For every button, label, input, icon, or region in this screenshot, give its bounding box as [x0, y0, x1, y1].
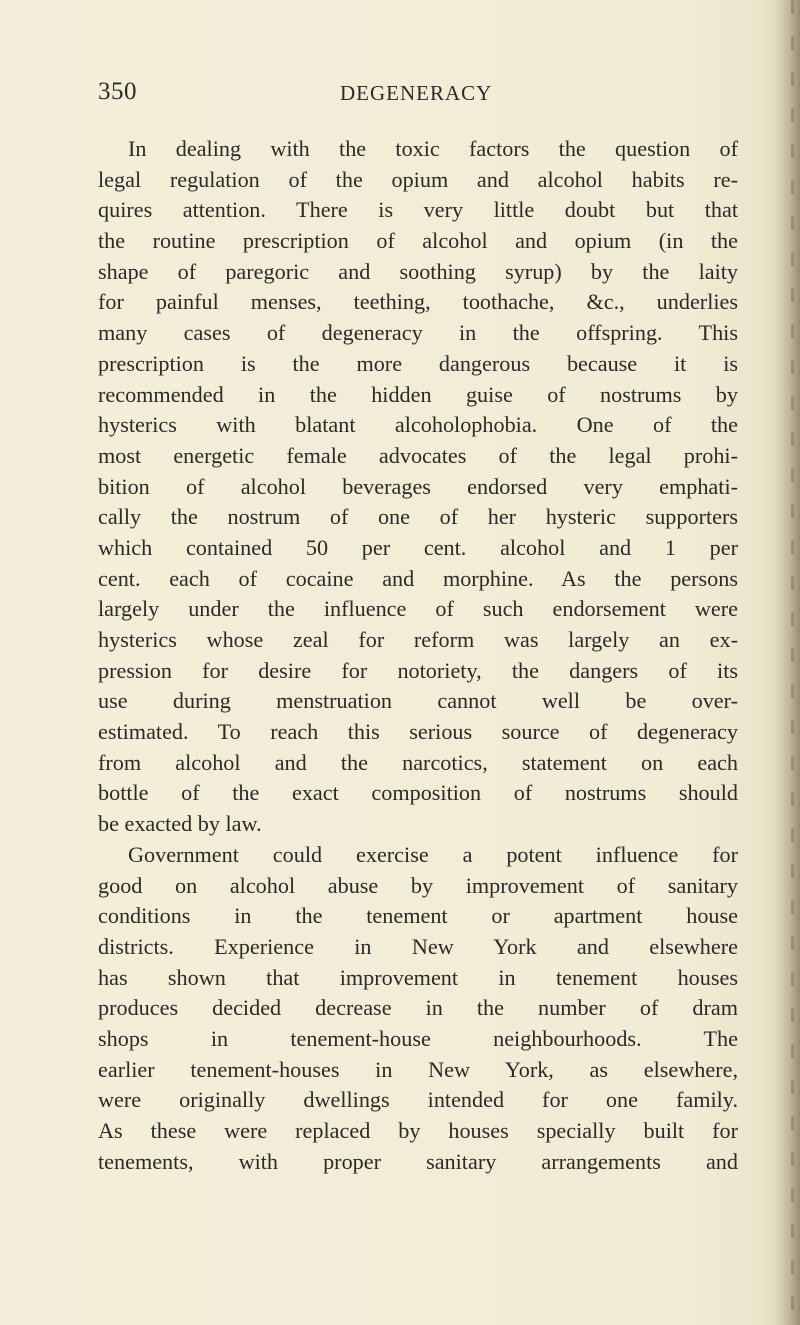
text-line: from alcohol and the narcotics, statement on each — [98, 749, 738, 775]
text-line: use during menstruation cannot well be over- — [98, 688, 738, 714]
page-edge-stripe — [791, 0, 794, 1325]
text-line: cally the nostrum of one of her hysteric supporters — [98, 504, 738, 530]
text-line: legal regulation of the opium and alcohol habits re- — [98, 166, 738, 192]
text-line: be exacted by law. — [98, 811, 262, 837]
text-line: largely under the influence of such endorsement were — [98, 596, 738, 622]
text-line: shops in tenement-house neighbourhoods. The — [98, 1025, 738, 1051]
text-line: tenements, with proper sanitary arrangements and — [98, 1148, 738, 1174]
text-line: the routine prescription of alcohol and opium (in the — [98, 228, 738, 254]
body-text — [98, 134, 738, 1177]
text-line: As these were replaced by houses specially built for — [98, 1118, 738, 1143]
text-line: bition of alcohol beverages endorsed very emphati- — [98, 473, 738, 499]
page-number: 350 — [98, 78, 137, 105]
text-line: for painful menses, teething, toothache, &c., underlies — [98, 289, 738, 315]
text-line: good on alcohol abuse by improvement of sanitary — [98, 872, 738, 898]
text-line: which contained 50 per cent. alcohol and 1 per — [98, 534, 738, 560]
text-line: shape of paregoric and soothing syrup) by the laity — [98, 258, 738, 284]
text-line: districts. Experience in New York and elsewhere — [98, 933, 738, 959]
text-line: were originally dwellings intended for one family. — [98, 1087, 738, 1113]
page-header — [98, 78, 738, 114]
text-line: quires attention. There is very little doubt but that — [98, 197, 738, 223]
text-line: In dealing with the toxic factors the question of — [128, 136, 738, 161]
text-line: has shown that improvement in tenement houses — [98, 964, 738, 990]
text-line: estimated. To reach this serious source of degeneracy — [98, 719, 738, 745]
page-edge-shadow — [774, 0, 800, 1325]
text-line: hysterics whose zeal for reform was largely an ex- — [98, 627, 738, 652]
text-line: many cases of degeneracy in the offspring. This — [98, 320, 738, 346]
text-line: prescription is the more dangerous because it is — [98, 350, 738, 376]
text-line: conditions in the tenement or apartment house — [98, 903, 738, 929]
text-line: most energetic female advocates of the legal prohi- — [98, 442, 738, 468]
text-line: bottle of the exact composition of nostrums should — [98, 780, 738, 806]
text-line: Government could exercise a potent influence for — [128, 841, 738, 867]
text-line: earlier tenement-houses in New York, as elsewhere, — [98, 1056, 738, 1082]
text-line: produces decided decrease in the number of dram — [98, 995, 738, 1021]
text-line: hysterics with blatant alcoholophobia. One of the — [98, 412, 738, 438]
text-line: cent. each of cocaine and morphine. As the persons — [98, 565, 738, 591]
running-head: DEGENERACY — [340, 81, 493, 105]
text-line: recommended in the hidden guise of nostrums by — [98, 381, 738, 407]
text-line: pression for desire for notoriety, the dangers of its — [98, 657, 738, 683]
